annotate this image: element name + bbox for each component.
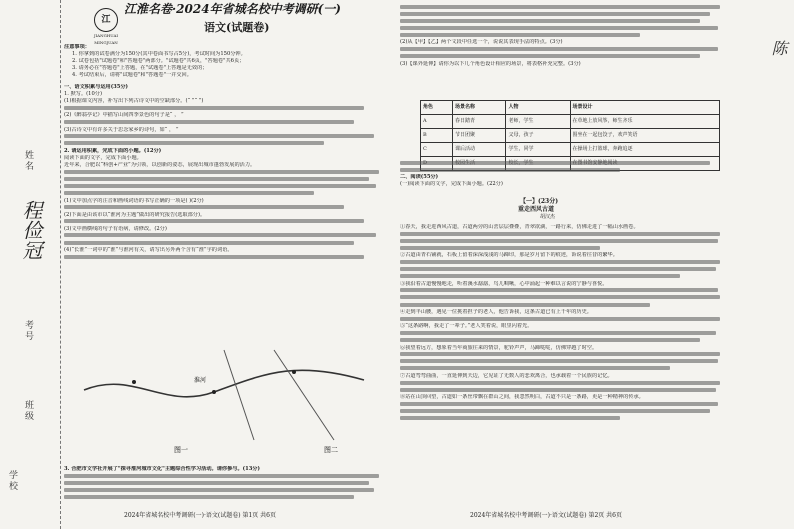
page-two bbox=[400, 0, 730, 529]
text-line bbox=[64, 106, 364, 110]
passage-paragraph: ①春天，我走进西风古道，古道两旁的山峦层层叠叠，青翠欲滴，一路行来，仿佛走进了一幅山水画卷。 bbox=[400, 224, 639, 230]
top-questions bbox=[400, 4, 728, 68]
passage-title: 重走西风古道 bbox=[518, 206, 555, 213]
table-cell: 围坐在一起包饺子，欢声笑语 bbox=[570, 129, 720, 143]
river-label: 淮河 bbox=[194, 377, 207, 384]
passage-author: 胡汉杰 bbox=[540, 214, 556, 220]
text-line bbox=[64, 120, 354, 124]
question-line: (1)根据课文内容，补写出下列古诗文中的空缺部分。(“ ”“ ”) bbox=[64, 98, 204, 105]
text-line bbox=[400, 239, 718, 243]
question-line: (3)【课外延伸】请你为以下几个角色设计相应的场景，将表格补充完整。(3分) bbox=[400, 60, 581, 67]
text-line bbox=[400, 26, 718, 30]
notice-item: 4. 考试结束后，请将"试题卷"和"答题卷"一并交回。 bbox=[72, 72, 192, 79]
logo-icon: 江 bbox=[94, 8, 118, 32]
map-label-one: 图一 bbox=[174, 446, 188, 454]
text-line bbox=[400, 161, 710, 165]
table-cell: 春日踏青 bbox=[453, 115, 506, 129]
passage-body bbox=[400, 224, 728, 423]
question-three bbox=[64, 466, 392, 501]
question-line: 阅读下面的文字，完成下面小题。 bbox=[64, 154, 142, 161]
question-line: (3)古诗文中有许多关于思念家乡的诗句，如“ ， ” bbox=[64, 126, 179, 133]
text-line bbox=[400, 359, 718, 363]
school-label: 学校 bbox=[7, 470, 17, 492]
notice-item: 1. 你拿到的试卷满分为150分(其中卷面书写占5分)，考试时间为150分钟。 bbox=[72, 51, 246, 58]
text-line bbox=[400, 33, 640, 37]
text-line bbox=[400, 274, 680, 278]
exam-no-label: 考号 bbox=[23, 320, 33, 342]
header bbox=[94, 2, 384, 46]
table-cell: 父母，孩子 bbox=[506, 129, 570, 143]
river-line bbox=[84, 370, 364, 397]
table-header: 人物 bbox=[506, 101, 570, 115]
question-line: (3)文中画横线的句子有语病，请修改。(2分) bbox=[64, 225, 167, 232]
table-cell: 课后活动 bbox=[453, 143, 506, 157]
table-row bbox=[421, 129, 720, 143]
text-line bbox=[64, 134, 374, 138]
text-line bbox=[400, 416, 620, 420]
text-line bbox=[64, 241, 354, 245]
text-line bbox=[400, 317, 720, 321]
tributary-line bbox=[224, 350, 254, 440]
passage-paragraph: ⑧站在山顶回望，古道如一条丝带飘在群山之间，我忽然明白，古道不只是一条路，更是一种精神的传承。 bbox=[400, 394, 644, 401]
text-line bbox=[400, 54, 700, 58]
question-line: (一)阅读下面的文字，完成下面小题。(22分) bbox=[400, 181, 503, 188]
text-line bbox=[400, 295, 720, 299]
map-label-two: 图二 bbox=[324, 446, 338, 454]
question-line: (2)从【甲】【乙】两个文段中任选一个，说说其表现手法的特点。(3分) bbox=[400, 39, 563, 46]
name-label: 姓名 bbox=[23, 150, 33, 172]
exam-subtitle: 语文(试题卷) bbox=[204, 21, 270, 34]
question-line: (4)“长淮”一词中的“淮”与淮河有关，请写出另外两个含有“淮”字的词语。 bbox=[64, 247, 233, 254]
text-line bbox=[400, 47, 718, 51]
passage-paragraph: ③我沿着古道慢慢地走，听着溪水潺潺，鸟儿啁啾，心中涌起一种难以言说的宁静与喜悦。 bbox=[400, 280, 608, 287]
text-line bbox=[64, 233, 376, 237]
text-line bbox=[400, 381, 720, 385]
section-one bbox=[64, 84, 392, 261]
text-line bbox=[400, 267, 716, 271]
text-line bbox=[400, 352, 720, 356]
logo-caption: JIANGHUAI MINGJUAN bbox=[94, 33, 118, 46]
text-line bbox=[400, 260, 720, 264]
tributary-line bbox=[274, 350, 334, 440]
table-header: 角色 bbox=[421, 101, 453, 115]
footer-right: 2024年省城名校中考调研(一)·语文(试题卷) 第2页 共6页 bbox=[470, 512, 622, 519]
text-line bbox=[64, 474, 379, 478]
table-cell: 节日团聚 bbox=[453, 129, 506, 143]
text-line bbox=[400, 338, 700, 342]
passage-paragraph: ⑦古道弯弯曲曲，一直延伸到天边，它见证了无数人的悲欢离合，也承载着一个民族的记忆。 bbox=[400, 372, 613, 379]
text-line bbox=[64, 219, 364, 223]
text-line bbox=[400, 19, 700, 23]
table-cell: A bbox=[421, 115, 453, 129]
table-cell: 在操场上打篮球，奔跑追逐 bbox=[570, 143, 720, 157]
text-line bbox=[64, 488, 374, 492]
notice-item: 2. 试卷包括"试题卷"和"答题卷"两部分。"试题卷"共6页，"答题卷"共6页； bbox=[72, 58, 245, 65]
notice-item: 3. 请务必在"答题卷"上答题，在"试题卷"上答题是无效的； bbox=[72, 65, 208, 72]
question-line: 近年来，合肥以“科创+产业”为引领，以创新的姿态，展现出城市蓬勃发展的活力。 bbox=[64, 162, 256, 169]
handwritten-signature: 程俭冠 bbox=[19, 200, 43, 260]
text-line bbox=[400, 388, 716, 392]
table-row bbox=[421, 115, 720, 129]
text-line bbox=[64, 481, 369, 485]
question-2: 2. 请运用积累，完成下面的小题。(12分) bbox=[64, 147, 162, 154]
text-line bbox=[400, 5, 720, 9]
question-line: (1)文中加点字的注音和画线词语的书写正确的一项是( )(2分) bbox=[64, 197, 204, 204]
class-label: 班级 bbox=[23, 400, 33, 422]
text-line bbox=[64, 191, 314, 195]
binding-margin bbox=[0, 0, 61, 529]
passage-paragraph: ②古道由青石铺就，石板上留着深深浅浅的马蹄印，那是岁月留下的痕迹，诉说着往昔的繁华。 bbox=[400, 252, 618, 259]
question-1: 1. 默写。(10分) bbox=[64, 91, 102, 98]
table-cell: B bbox=[421, 129, 453, 143]
question-line: (2)《醉翁亭记》中描写山间四季景色的句子是“ ， ” bbox=[64, 112, 184, 119]
passage-paragraph: ④走到半山腰，遇见一位挑着担子的老人，他告诉我，这条古道已有上千年的历史。 bbox=[400, 309, 592, 316]
question-line: (2)下面是由该市以“淮河为主题”做出的研究报告(选取部分)。 bbox=[64, 211, 206, 218]
city-dot bbox=[132, 380, 136, 384]
text-line bbox=[400, 303, 650, 307]
section-two bbox=[400, 160, 728, 188]
passage-heading: 【一】(23分) bbox=[520, 198, 559, 205]
table-cell: C bbox=[421, 143, 453, 157]
table-header: 场景设计 bbox=[570, 101, 720, 115]
table-cell: 在草地上放风筝，师生齐乐 bbox=[570, 115, 720, 129]
text-line bbox=[400, 12, 710, 16]
table-header: 场景名称 bbox=[453, 101, 506, 115]
text-line bbox=[400, 409, 710, 413]
text-line bbox=[64, 170, 379, 174]
text-line bbox=[64, 205, 344, 209]
passage-paragraph: ⑥我望着远方，想象着当年商旅往来的情景，驼铃声声，马蹄哒哒，仿佛穿越了时空。 bbox=[400, 344, 598, 351]
text-line bbox=[64, 255, 364, 259]
notice-block bbox=[64, 44, 392, 79]
passage-paragraph: ⑤“这条路啊，我走了一辈子。”老人笑着说，眼里闪着光。 bbox=[400, 323, 533, 330]
text-line bbox=[400, 168, 620, 172]
page-one bbox=[64, 0, 392, 529]
text-line bbox=[400, 331, 716, 335]
city-dot bbox=[292, 370, 296, 374]
text-line bbox=[400, 402, 718, 406]
city-dot bbox=[212, 390, 216, 394]
exam-title: 江淮名卷·2024年省城名校中考调研(一) bbox=[124, 2, 341, 16]
handwritten-mark: 陈 bbox=[769, 40, 788, 56]
table-row bbox=[421, 143, 720, 157]
text-line bbox=[400, 288, 718, 292]
river-map bbox=[74, 330, 374, 460]
text-line bbox=[64, 184, 376, 188]
footer-left: 2024年省城名校中考调研(一)·语文(试题卷) 第1页 共6页 bbox=[124, 512, 276, 519]
text-line bbox=[64, 177, 369, 181]
section-heading: 二、阅读(55分) bbox=[400, 174, 439, 181]
text-line bbox=[64, 495, 354, 499]
text-line bbox=[400, 246, 600, 250]
table-cell: 学生，同学 bbox=[506, 143, 570, 157]
text-line bbox=[400, 232, 720, 236]
table-cell: 老师，学生 bbox=[506, 115, 570, 129]
text-line bbox=[64, 141, 324, 145]
section-heading: 一、语文积累与运用(35分) bbox=[64, 84, 129, 90]
question-3: 3. 合肥市文学社开展了"探寻淮河城市文化"主题综合性学习活动。请你参与。(13分) bbox=[64, 466, 260, 472]
notice-heading: 注意事项： bbox=[64, 44, 90, 50]
text-line bbox=[400, 366, 670, 370]
